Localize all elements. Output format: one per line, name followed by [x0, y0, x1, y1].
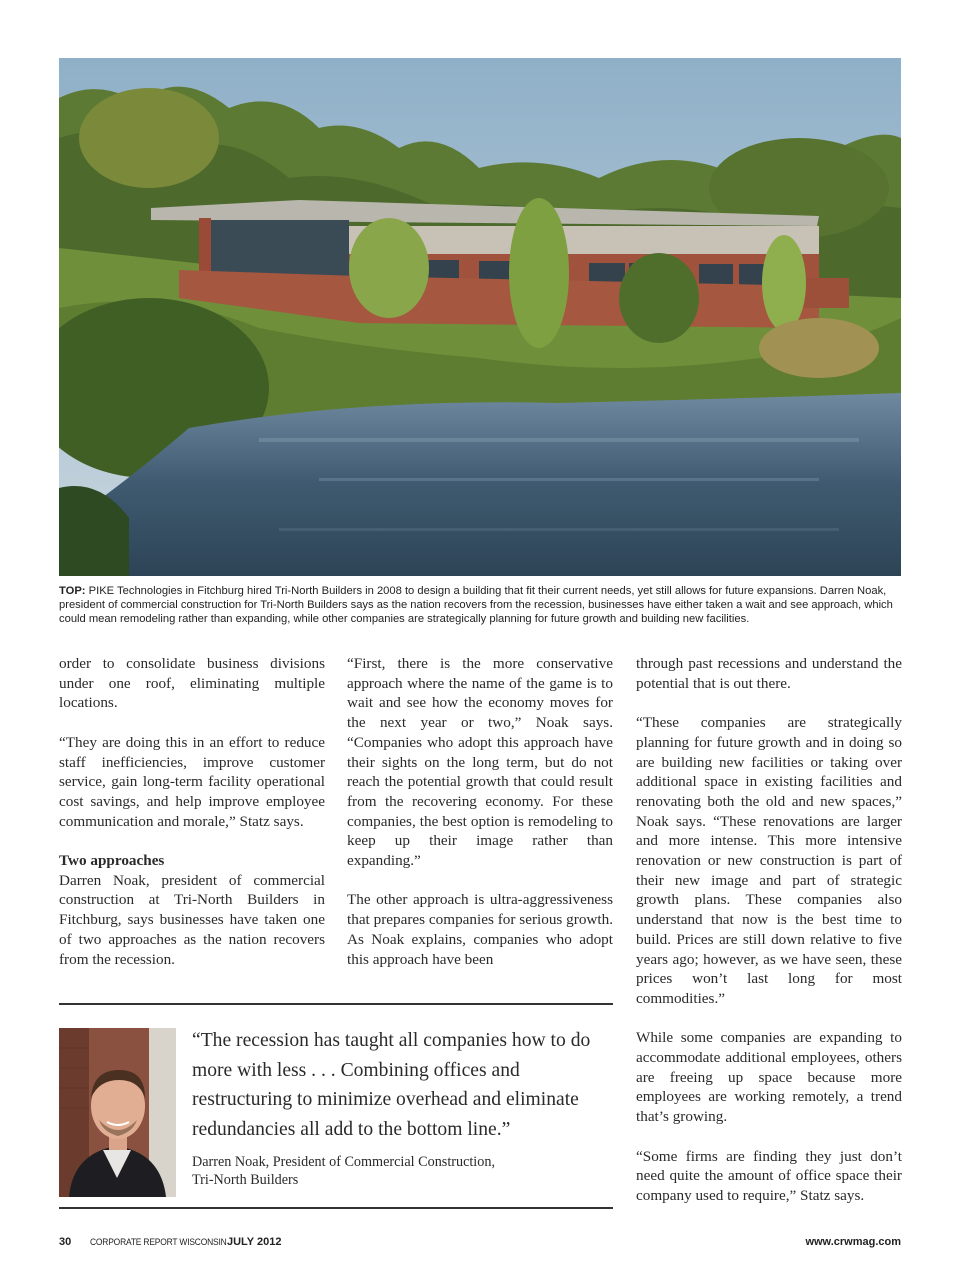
article-column-3 [636, 654, 902, 1206]
attribution-line-1: Darren Noak, President of Commercial Construction, [192, 1154, 495, 1170]
col2-paragraph-2: The other approach is ultra-aggressiveness that prepares companies for serious growth. As Noak explains, companies who adopt this approach have been [347, 891, 613, 968]
person-portrait-icon [59, 1028, 176, 1197]
section-heading: Two approaches [59, 852, 165, 869]
col1-paragraph-2: “They are doing this in an effort to reduce staff inefficiencies, improve customer service, gain long-term facility operational cost savings, and help improve employee communication and morale,” Statz says. [59, 733, 325, 830]
caption-lead: TOP: [59, 585, 86, 597]
magazine-name: CORPORATE REPORT WISCONSIN [90, 1237, 227, 1247]
col3-paragraph-2: “These companies are strategically planning for future growth and in doing so are building new facilities or taking over additional space in existing facilities and renovating both the old and new spaces,” Noak says. “These renovations are larger and more intense. This more intensive renovation or new construction is part of their new image and part of strategic growth plans. These companies also understand that now is the best time to build. Prices are still down relative to five years ago; however, as we have seen, these prices won’t last long for most commodities.” [636, 714, 902, 1007]
issue-date: JULY 2012 [227, 1236, 282, 1248]
pullquote-bottom-rule [59, 1207, 613, 1209]
attribution-line-2: Tri-North Builders [192, 1172, 299, 1188]
col1-paragraph-1: order to consolidate business divisions under one roof, eliminating multiple locations. [59, 655, 325, 712]
col3-paragraph-4: “Some firms are finding they just don’t need quite the amount of office space their company used to require,” Statz says. [636, 1147, 902, 1204]
col2-paragraph-1: “First, there is the more conservative approach where the name of the game is to wait and see how the economy moves for the next year or two,” Noak says. “Companies who adopt this approach have their sights on the long term, but do not reach the potential growth that could result from the recovering economy. For these companies, the best option is remodeling to keep up their image rather than expanding.” [347, 655, 613, 870]
magazine-url[interactable]: www.crwmag.com [805, 1236, 901, 1248]
pull-quote-attribution [192, 1153, 612, 1189]
portrait-photo [59, 1028, 176, 1197]
pull-quote: “The recession has taught all companies how to do more with less . . . Combining offices and restructuring to minimize overhead and eliminate redundancies all add to the bottom line.” [192, 1030, 591, 1140]
page-footer [59, 1236, 901, 1252]
main-photo [59, 58, 901, 576]
article-column-2 [347, 654, 613, 969]
col3-paragraph-1: through past recessions and understand the potential that is out there. [636, 655, 902, 692]
photo-caption [59, 584, 901, 627]
article-column-1 [59, 654, 325, 969]
col1-paragraph-3: Darren Noak, president of commercial construction at Tri-North Builders in Fitchburg, says businesses have taken one of two approaches as the nation recovers from the recession. [59, 871, 325, 968]
pullquote-top-rule [59, 1003, 613, 1005]
building-lake-photo-icon [59, 58, 901, 576]
page-number: 30 [59, 1236, 72, 1248]
col3-paragraph-3: While some companies are expanding to accommodate additional employees, others are freeing up space because more employees are working remotely, a trend that’s growing. [636, 1029, 902, 1126]
caption-text: PIKE Technologies in Fitchburg hired Tri-North Builders in 2008 to design a building that fit their current needs, yet still allows for future expansions. Darren Noak, president of commercial construction for Tri-North Builders says as the nation recovers from the recession, businesses have either taken a wait and see approach, which could mean remodeling rather than expanding, while other companies are strategically planning for future growth and building new facilities. [59, 585, 893, 626]
